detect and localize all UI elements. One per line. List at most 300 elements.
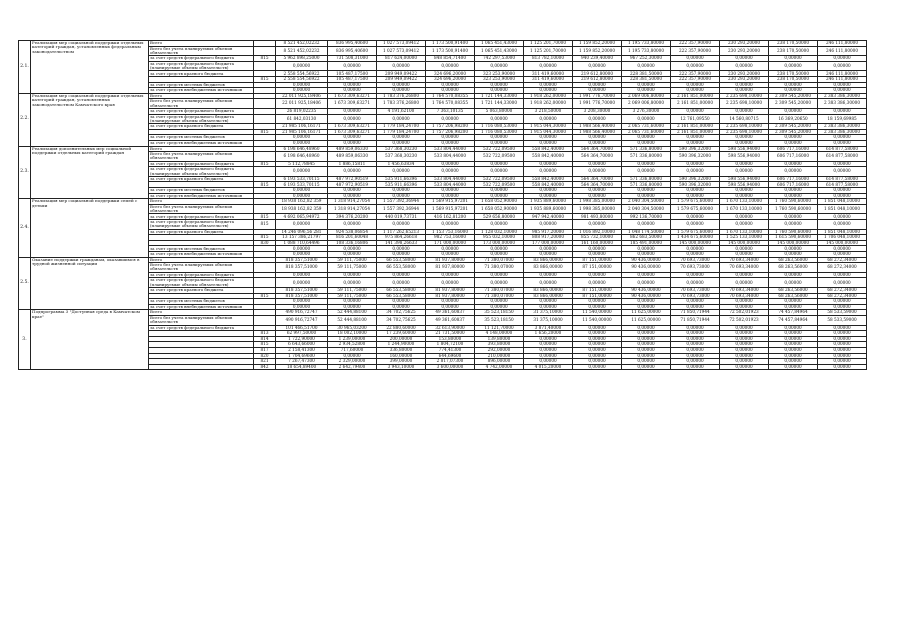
year-amount: 1 716 080,53000	[475, 129, 524, 135]
year-amount: 71 380,07000	[475, 257, 524, 263]
year-amount: 72 502,01923	[720, 310, 769, 316]
year-amount: 209 949,09422	[377, 76, 426, 82]
item-number: 2.1.	[19, 41, 31, 94]
year-amount: 532 722,09500	[475, 152, 524, 162]
year-amount: 70 693,73000	[671, 287, 720, 293]
year-amount: 1 886,15811	[328, 161, 377, 167]
year-amount: 0,00000	[769, 140, 818, 146]
year-amount: 1 579 675,60000	[671, 199, 720, 205]
year-amount: 35 523,18150	[475, 310, 524, 316]
year-amount: 0,00000	[328, 108, 377, 114]
year-amount: 0,00000	[573, 167, 622, 177]
year-amount: 0,00000	[475, 161, 524, 167]
year-amount: 0,00000	[671, 252, 720, 258]
funding-source: Всего	[149, 257, 254, 263]
year-amount: 0,00000	[818, 135, 867, 141]
year-amount: 0,00000	[475, 278, 524, 288]
total-amount: 818 357,51000	[276, 293, 328, 299]
year-amount: 0,00000	[818, 299, 867, 305]
funding-source: за счет средств местных бюджетов	[149, 246, 254, 252]
year-amount: 0,00000	[622, 140, 671, 146]
year-amount: 0,00000	[524, 252, 573, 258]
year-amount: 967 252,30000	[622, 56, 671, 62]
year-amount: 529 656,80000	[475, 214, 524, 220]
year-amount: 70 693,34000	[720, 257, 769, 263]
year-amount: 209 949,09422	[377, 71, 426, 77]
year-amount: 0,00000	[475, 114, 524, 124]
table-row	[19, 220, 905, 230]
year-amount: 0,00000	[769, 325, 818, 331]
year-amount: 1 779 184,24700	[377, 129, 426, 135]
year-amount: 947 942,40000	[524, 214, 573, 220]
year-amount: 1 915 044,30000	[524, 124, 573, 130]
funding-source: Всего без учета планируемых объемов обязательств	[149, 263, 254, 273]
funding-source: за счет средств местных бюджетов	[149, 299, 254, 305]
year-amount: 2 235 698,10000	[720, 93, 769, 99]
year-amount: 0,00000	[769, 347, 818, 353]
year-amount: 0,00000	[426, 161, 475, 167]
year-amount: 558 842,40000	[524, 152, 573, 162]
year-amount: 0,00000	[475, 220, 524, 230]
funding-source: Всего	[149, 310, 254, 316]
year-amount: 200,00000	[377, 336, 426, 342]
year-amount: 16 369,20650	[769, 114, 818, 124]
year-amount: 0,00000	[622, 82, 671, 88]
year-amount: 0,00000	[573, 88, 622, 94]
year-amount: 0,00000	[524, 82, 573, 88]
total-amount: 26 819,02235	[276, 108, 328, 114]
year-amount: 0,00000	[671, 364, 720, 370]
year-amount: 440 019,73731	[377, 214, 426, 220]
year-amount: 0,00000	[818, 188, 867, 194]
year-amount: 1 656,20000	[524, 331, 573, 337]
year-amount: 4 015,20000	[524, 364, 573, 370]
funding-source: за счет средств федерального бюджета	[149, 161, 254, 167]
measure-title: Реализация дополнительных мер социальной поддержки отдельных категорий граждан	[31, 146, 149, 199]
year-amount: 0,00000	[671, 299, 720, 305]
year-amount: 0,00000	[671, 331, 720, 337]
total-amount: 0,00000	[276, 61, 328, 71]
total-amount: 61 842,03130	[276, 114, 328, 124]
year-amount: 1 318 914,27054	[328, 199, 377, 205]
year-amount: 1 760 590,60000	[769, 204, 818, 214]
year-amount: 1 670 133,10000	[720, 229, 769, 235]
year-amount: 535 911,66396	[377, 176, 426, 182]
year-amount: 2 383 386,30000	[818, 99, 867, 109]
year-amount: 0,00000	[671, 167, 720, 177]
year-amount: 2 161 851,00000	[671, 93, 720, 99]
year-amount: 0,00000	[426, 82, 475, 88]
funding-source: за счет средств краевого бюджета	[149, 176, 254, 182]
year-amount: 0,00000	[720, 61, 769, 71]
year-amount: 68 263,56000	[769, 293, 818, 299]
year-amount: 18 159,69985	[818, 114, 867, 124]
year-amount: 0,00000	[720, 135, 769, 141]
year-amount: 0,00000	[426, 188, 475, 194]
funding-table-body	[19, 41, 905, 370]
funding-source: за счет средств местных бюджетов	[149, 82, 254, 88]
year-amount: 68 263,56000	[769, 263, 818, 273]
year-amount: 90 436,00000	[622, 263, 671, 273]
table-row	[19, 114, 905, 124]
year-amount: 0,00000	[818, 304, 867, 310]
total-amount: 18 938 162,82 359	[276, 199, 328, 205]
year-amount: 0,00000	[573, 252, 622, 258]
year-amount: 0,00000	[377, 88, 426, 94]
year-amount: 0,00000	[720, 161, 769, 167]
budget-code	[254, 263, 276, 273]
year-amount: 0,00000	[720, 331, 769, 337]
year-amount: 2 065 731,60000	[622, 124, 671, 130]
year-amount: 0,00000	[573, 299, 622, 305]
year-amount: 219 612,80000	[573, 76, 622, 82]
total-amount: 101 466,51700	[276, 325, 328, 331]
year-amount: 1 673 309,63271	[328, 129, 377, 135]
year-amount: 1 159 852,20000	[573, 46, 622, 56]
year-amount: 0,00000	[769, 167, 818, 177]
year-amount: 0,00000	[475, 246, 524, 252]
year-amount: 0,00000	[720, 252, 769, 258]
year-amount: 52 444,88100	[328, 310, 377, 316]
funding-source: Всего	[149, 146, 254, 152]
year-amount: 598 556,94000	[720, 182, 769, 188]
year-amount: 0,00000	[720, 220, 769, 230]
year-amount: 564 364,70000	[573, 152, 622, 162]
total-amount: 13 157 386,21797	[276, 235, 328, 241]
year-amount: 0,00000	[426, 220, 475, 230]
year-amount: 246 111,80000	[818, 71, 867, 77]
year-amount: 924 538,06854	[328, 229, 377, 235]
year-amount: 0,00000	[671, 359, 720, 365]
year-amount: 1 783 376,26800	[377, 93, 426, 99]
year-amount: 1 195 733,80000	[622, 46, 671, 56]
year-amount: 311 419,60000	[524, 76, 573, 82]
year-amount: 0,00000	[524, 167, 573, 177]
total-amount: 490 916,72747	[276, 310, 328, 316]
year-amount: 31 375,10000	[524, 310, 573, 316]
year-amount: 0,00000	[622, 331, 671, 337]
year-amount: 982 753,16000	[426, 235, 475, 241]
year-amount: 0,00000	[720, 336, 769, 342]
measure-title: Оказание поддержки гражданам, оказавшимся в трудной жизненной ситуации	[31, 257, 149, 310]
year-amount: 0,00000	[671, 342, 720, 348]
funding-source: Всего	[149, 41, 254, 47]
year-amount: 0,00000	[622, 252, 671, 258]
year-amount: 2 069 006,80000	[622, 99, 671, 109]
year-amount: 644,69600	[426, 353, 475, 359]
funding-source: Всего без учета планируемых объемов обязательств	[149, 99, 254, 109]
year-amount: 12 761,09550	[671, 114, 720, 124]
year-amount: 0,00000	[671, 193, 720, 199]
year-amount: 0,00000	[622, 299, 671, 305]
funding-source: за счет средств федерального бюджета	[149, 272, 254, 278]
year-amount: 0,00000	[524, 220, 573, 230]
year-amount: 0,00000	[573, 135, 622, 141]
budget-code: 842	[254, 364, 276, 370]
year-amount: 238 170,50000	[769, 41, 818, 47]
year-amount: 66 553,58000	[377, 293, 426, 299]
year-amount: 0,00000	[377, 135, 426, 141]
year-amount: 0,00000	[328, 167, 377, 177]
year-amount: 0,00000	[377, 220, 426, 230]
year-amount: 1 557 392,36944	[377, 199, 426, 205]
year-amount: 222 357,90000	[671, 71, 720, 77]
year-amount: 0,00000	[769, 342, 818, 348]
year-amount: 0,00000	[426, 61, 475, 71]
total-amount: 8 521 452,02232	[276, 46, 328, 56]
funding-source: за счет средств краевого бюджета	[149, 124, 254, 130]
year-amount: 0,00000	[573, 161, 622, 167]
year-amount: 4 191,62100	[377, 108, 426, 114]
total-amount: 18 938 162,82 359	[276, 204, 328, 214]
year-amount: 0,00000	[524, 272, 573, 278]
budget-code: 815	[254, 342, 276, 348]
year-amount: 161 160,00000	[573, 240, 622, 246]
year-amount: 0,00000	[524, 161, 573, 167]
year-amount: 0,00000	[671, 135, 720, 141]
year-amount: 0,00000	[328, 88, 377, 94]
year-amount: 71 380,07000	[475, 263, 524, 273]
year-amount: 590 396,32000	[671, 146, 720, 152]
year-amount: 0,00000	[769, 161, 818, 167]
year-amount: 2 642,79400	[328, 364, 377, 370]
funding-source: за счет средств федерального бюджета (планируемые объемы обязательств)	[149, 278, 254, 288]
year-amount: 816 201,60048	[328, 235, 377, 241]
year-amount: 2 161 851,00000	[671, 124, 720, 130]
year-amount: 0,00000	[622, 61, 671, 71]
year-amount: 0,00000	[475, 252, 524, 258]
year-amount: 0,00000	[524, 61, 573, 71]
year-amount: 590 396,32000	[671, 176, 720, 182]
year-amount: 2 309 545,20000	[769, 93, 818, 99]
year-amount: 0,00000	[377, 299, 426, 305]
year-amount: 0,00000	[377, 140, 426, 146]
year-amount: 7 363,10135	[426, 108, 475, 114]
total-amount: 0,00000	[276, 167, 328, 177]
year-amount: 606 717,16000	[769, 176, 818, 182]
year-amount: 0,00000	[573, 342, 622, 348]
year-amount: 0,00000	[573, 61, 622, 71]
year-amount: 614 877,58000	[818, 176, 867, 182]
year-amount: 0,00000	[622, 135, 671, 141]
year-amount: 731 508,31000	[328, 56, 377, 62]
year-amount: 940 239,40000	[573, 56, 622, 62]
funding-table	[18, 40, 905, 370]
year-amount: 1 195 733,80000	[622, 41, 671, 47]
year-amount: 58 533,59000	[818, 310, 867, 316]
year-amount: 141 398,26633	[377, 240, 426, 246]
year-amount: 1 915 044,30000	[524, 129, 573, 135]
year-amount: 0,00000	[328, 114, 377, 124]
year-amount: 0,00000	[818, 342, 867, 348]
year-amount: 0,00000	[573, 114, 622, 124]
year-amount: 83 866,00000	[524, 263, 573, 273]
year-amount: 2 309 545,20000	[769, 99, 818, 109]
year-amount: 11 625,00000	[622, 310, 671, 316]
year-amount: 0,00000	[426, 272, 475, 278]
budget-code: 815	[254, 214, 276, 220]
table-row	[19, 99, 905, 109]
year-amount: 1 851 048,10000	[818, 199, 867, 205]
year-amount: 0,00000	[328, 135, 377, 141]
year-amount: 0,00000	[818, 336, 867, 342]
year-amount: 0,00000	[475, 135, 524, 141]
year-amount: 323 253,90000	[475, 71, 524, 77]
year-amount: 0,00000	[769, 246, 818, 252]
funding-source: Всего без учета планируемых объемов обязательств	[149, 152, 254, 162]
year-amount: 0,00000	[769, 272, 818, 278]
year-amount: 0,00000	[622, 325, 671, 331]
year-amount: 0,00000	[328, 353, 377, 359]
year-amount: 0,00000	[720, 342, 769, 348]
year-amount: 1 027 573,09412	[377, 41, 426, 47]
year-amount: 1 456,63834	[377, 161, 426, 167]
year-amount: 0,00000	[622, 347, 671, 353]
year-amount: 0,00000	[524, 353, 573, 359]
year-amount: 230 293,20000	[720, 46, 769, 56]
year-amount: 742 297,53000	[475, 56, 524, 62]
year-amount: 0,00000	[524, 135, 573, 141]
year-amount: 992 136,70000	[622, 214, 671, 220]
year-amount: 0,00000	[328, 278, 377, 288]
year-amount: 1 935 889,60000	[524, 199, 573, 205]
year-amount: 0,00000	[524, 114, 573, 124]
budget-code: 815	[254, 129, 276, 135]
year-amount: 1 239,00000	[328, 336, 377, 342]
funding-source: за счет средств местных бюджетов	[149, 135, 254, 141]
year-amount: 0,00000	[622, 353, 671, 359]
year-amount: 0,00000	[769, 108, 818, 114]
year-amount: 836 995,40600	[328, 41, 377, 47]
budget-code: 814	[254, 336, 276, 342]
year-amount: 210,00000	[475, 353, 524, 359]
year-amount: 0,00000	[524, 246, 573, 252]
total-amount: 0,00000	[276, 135, 328, 141]
year-amount: 83 866,00000	[524, 287, 573, 293]
year-amount: 0,00000	[671, 161, 720, 167]
total-amount: 0,00000	[276, 304, 328, 310]
year-amount: 71 850,71944	[671, 310, 720, 316]
year-amount: 0,00000	[377, 193, 426, 199]
year-amount: 0,00000	[475, 88, 524, 94]
funding-source: за счет средств внебюджетных источников	[149, 140, 254, 146]
year-amount: 70 693,73000	[671, 263, 720, 273]
budget-code: 815	[254, 76, 276, 82]
year-amount: 230 293,20000	[720, 41, 769, 47]
year-amount: 0,00000	[769, 359, 818, 365]
year-amount: 34 702,75625	[377, 315, 426, 325]
year-amount: 0,00000	[769, 252, 818, 258]
year-amount: 590 396,32000	[671, 152, 720, 162]
year-amount: 2 817,07300	[426, 359, 475, 365]
item-number: 2.4.	[19, 199, 31, 257]
year-amount: 606 717,16000	[769, 152, 818, 162]
year-amount: 1 918 262,00000	[524, 99, 573, 109]
year-amount: 0,00000	[671, 246, 720, 252]
year-amount: 58 533,59000	[818, 315, 867, 325]
year-amount: 2 161 851,00000	[671, 99, 720, 109]
year-amount: 0,00000	[524, 347, 573, 353]
year-amount: 0,00000	[475, 193, 524, 199]
year-amount: 108 336,16806	[328, 240, 377, 246]
budget-code: 815	[254, 56, 276, 62]
year-amount: 0,00000	[475, 82, 524, 88]
budget-code: 815	[254, 293, 276, 299]
year-amount: 0,00000	[671, 88, 720, 94]
year-amount: 228 381,50000	[622, 71, 671, 77]
year-amount: 4 742,00000	[475, 364, 524, 370]
total-amount: 2 558 554,56922	[276, 76, 328, 82]
item-number: 3.	[19, 310, 31, 370]
year-amount: 1 673 309,63271	[328, 124, 377, 130]
year-amount: 230 293,20000	[720, 76, 769, 82]
year-amount: 0,00000	[573, 359, 622, 365]
year-amount: 487 972,90519	[328, 176, 377, 182]
year-amount: 0,00000	[622, 114, 671, 124]
year-amount: 0,00000	[769, 278, 818, 288]
year-amount: 1 579 675,60000	[671, 229, 720, 235]
year-amount: 416 162,81200	[426, 214, 475, 220]
funding-source	[149, 364, 254, 370]
year-amount: 0,00000	[622, 359, 671, 365]
year-amount: 399,00000	[377, 359, 426, 365]
year-amount: 81 937,80000	[426, 257, 475, 263]
year-amount: 535 911,66396	[377, 182, 426, 188]
year-amount: 219 612,80000	[573, 71, 622, 77]
year-amount: 0,00000	[622, 272, 671, 278]
year-amount: 1 153 753,16000	[426, 229, 475, 235]
total-amount: 6 193 533,70115	[276, 182, 328, 188]
year-amount: 0,00000	[769, 336, 818, 342]
total-amount: 14 246 096,56 281	[276, 229, 328, 235]
year-amount: 185 491,00000	[622, 240, 671, 246]
total-amount: 0,00000	[276, 188, 328, 194]
year-amount: 292,00000	[475, 347, 524, 353]
budget-code	[254, 152, 276, 162]
year-amount: 87 151,00000	[573, 263, 622, 273]
year-amount: 0,00000	[328, 193, 377, 199]
year-amount: 0,00000	[720, 359, 769, 365]
year-amount: 0,00000	[573, 278, 622, 288]
year-amount: 0,00000	[328, 61, 377, 71]
total-amount: 6 643,66000	[276, 342, 328, 348]
year-amount: 0,00000	[328, 304, 377, 310]
year-amount: 1 988 566,40000	[573, 124, 622, 130]
total-amount: 1 704,69600	[276, 353, 328, 359]
measure-title: Реализация мер социальной поддержки отдельных категорий граждан, установленных федеральным законодательством	[31, 41, 149, 94]
year-amount: 2 235 698,10000	[720, 99, 769, 109]
year-amount: 394 376,20200	[328, 214, 377, 220]
year-amount: 87 151,00000	[573, 293, 622, 299]
year-amount: 1 716 080,53000	[475, 124, 524, 130]
year-amount: 0,00000	[524, 336, 573, 342]
year-amount: 2 040 304,50000	[622, 204, 671, 214]
year-amount: 1 760 590,60000	[769, 199, 818, 205]
budget-code	[254, 99, 276, 109]
year-amount: 145 000,00000	[818, 240, 867, 246]
year-amount: 1 434 675,60000	[671, 235, 720, 241]
year-amount: 0,00000	[671, 214, 720, 220]
year-amount: 564 364,70000	[573, 182, 622, 188]
table-row	[19, 152, 905, 162]
year-amount: 139,80000	[475, 336, 524, 342]
total-amount: 1 722,90000	[276, 336, 328, 342]
year-amount: 0,00000	[622, 278, 671, 288]
year-amount: 0,00000	[475, 188, 524, 194]
year-amount: 0,00000	[769, 61, 818, 71]
year-amount: 0,00000	[622, 188, 671, 194]
year-amount: 896,00000	[475, 359, 524, 365]
